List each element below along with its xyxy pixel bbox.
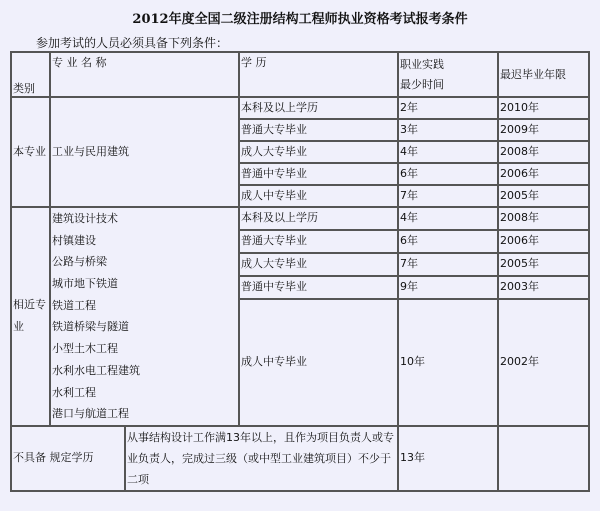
education-cell: 普通中专毕业: [239, 276, 398, 299]
major-item: 建筑设计技术: [52, 212, 118, 225]
education-cell: 成人大专毕业: [239, 253, 398, 276]
education-cell: 本科及以上学历: [239, 207, 398, 230]
years-cell: 3年: [398, 119, 498, 141]
header-education: 学 历: [239, 52, 398, 97]
years-cell: 7年: [398, 185, 498, 207]
years-cell: 13年: [398, 426, 498, 491]
category-cell: 相近专业: [11, 207, 50, 426]
grad-cell: 2005年: [498, 185, 589, 207]
category-cell: 不具备 规定学历: [11, 426, 125, 491]
years-cell: 4年: [398, 141, 498, 163]
grad-cell: 2009年: [498, 119, 589, 141]
major-item: 水利工程: [52, 385, 96, 399]
major-item: 铁道桥梁与隧道: [52, 320, 129, 334]
grad-cell: 2003年: [498, 276, 589, 299]
header-practice: [398, 52, 498, 97]
header-practice-line1: 职业实践: [400, 57, 444, 71]
major-item: 公路与桥梁: [52, 255, 107, 269]
years-cell: 6年: [398, 163, 498, 185]
education-cell: 普通中专毕业: [239, 163, 398, 185]
education-cell: 成人中专毕业: [239, 185, 398, 207]
major-item: 铁道工程: [52, 298, 96, 312]
grad-cell: 2006年: [498, 163, 589, 185]
grad-cell: [498, 426, 589, 491]
major-item: 港口与航道工程: [52, 407, 129, 421]
page-title: 2012年度全国二级注册结构工程师执业资格考试报考条件: [132, 12, 468, 27]
category-cell: 本专业: [11, 97, 50, 207]
education-cell: 普通大专毕业: [239, 230, 398, 253]
table-row: [11, 97, 589, 119]
requirement-cell: 从事结构设计工作满13年以上，且作为项目负责人或专业负责人，完成过三级（或中型工业建筑项目）不少于二项: [125, 426, 398, 491]
major-list-cell: [50, 207, 239, 426]
education-cell: 成人大专毕业: [239, 141, 398, 163]
requirements-table: [10, 51, 590, 492]
grad-cell: 2010年: [498, 97, 589, 119]
education-cell: 本科及以上学历: [239, 97, 398, 119]
header-row: [11, 52, 589, 97]
years-cell: 10年: [398, 299, 498, 426]
major-item: 水利水电工程建筑: [52, 363, 140, 377]
years-cell: 6年: [398, 230, 498, 253]
grad-cell: 2008年: [498, 207, 589, 230]
grad-cell: 2006年: [498, 230, 589, 253]
education-cell: 普通大专毕业: [239, 119, 398, 141]
header-major: 专 业 名 称: [50, 52, 239, 97]
major-cell: 工业与民用建筑: [50, 97, 239, 207]
grad-cell: 2008年: [498, 141, 589, 163]
table-row: [11, 426, 589, 491]
header-latest-grad: 最迟毕业年限: [498, 52, 589, 97]
education-cell: 成人中专毕业: [239, 299, 398, 426]
years-cell: 9年: [398, 276, 498, 299]
intro-text: 参加考试的人员必须具备下列条件：: [36, 36, 229, 50]
major-item: 城市地下铁道: [52, 277, 118, 291]
grad-cell: 2005年: [498, 253, 589, 276]
years-cell: 4年: [398, 207, 498, 230]
header-category: 类别: [11, 52, 50, 97]
table-row: [11, 207, 589, 230]
years-cell: 2年: [398, 97, 498, 119]
grad-cell: 2002年: [498, 299, 589, 426]
major-item: 村镇建设: [52, 233, 96, 247]
major-item: 小型土木工程: [52, 342, 118, 356]
years-cell: 7年: [398, 253, 498, 276]
header-practice-line2: 最少时间: [400, 77, 444, 91]
